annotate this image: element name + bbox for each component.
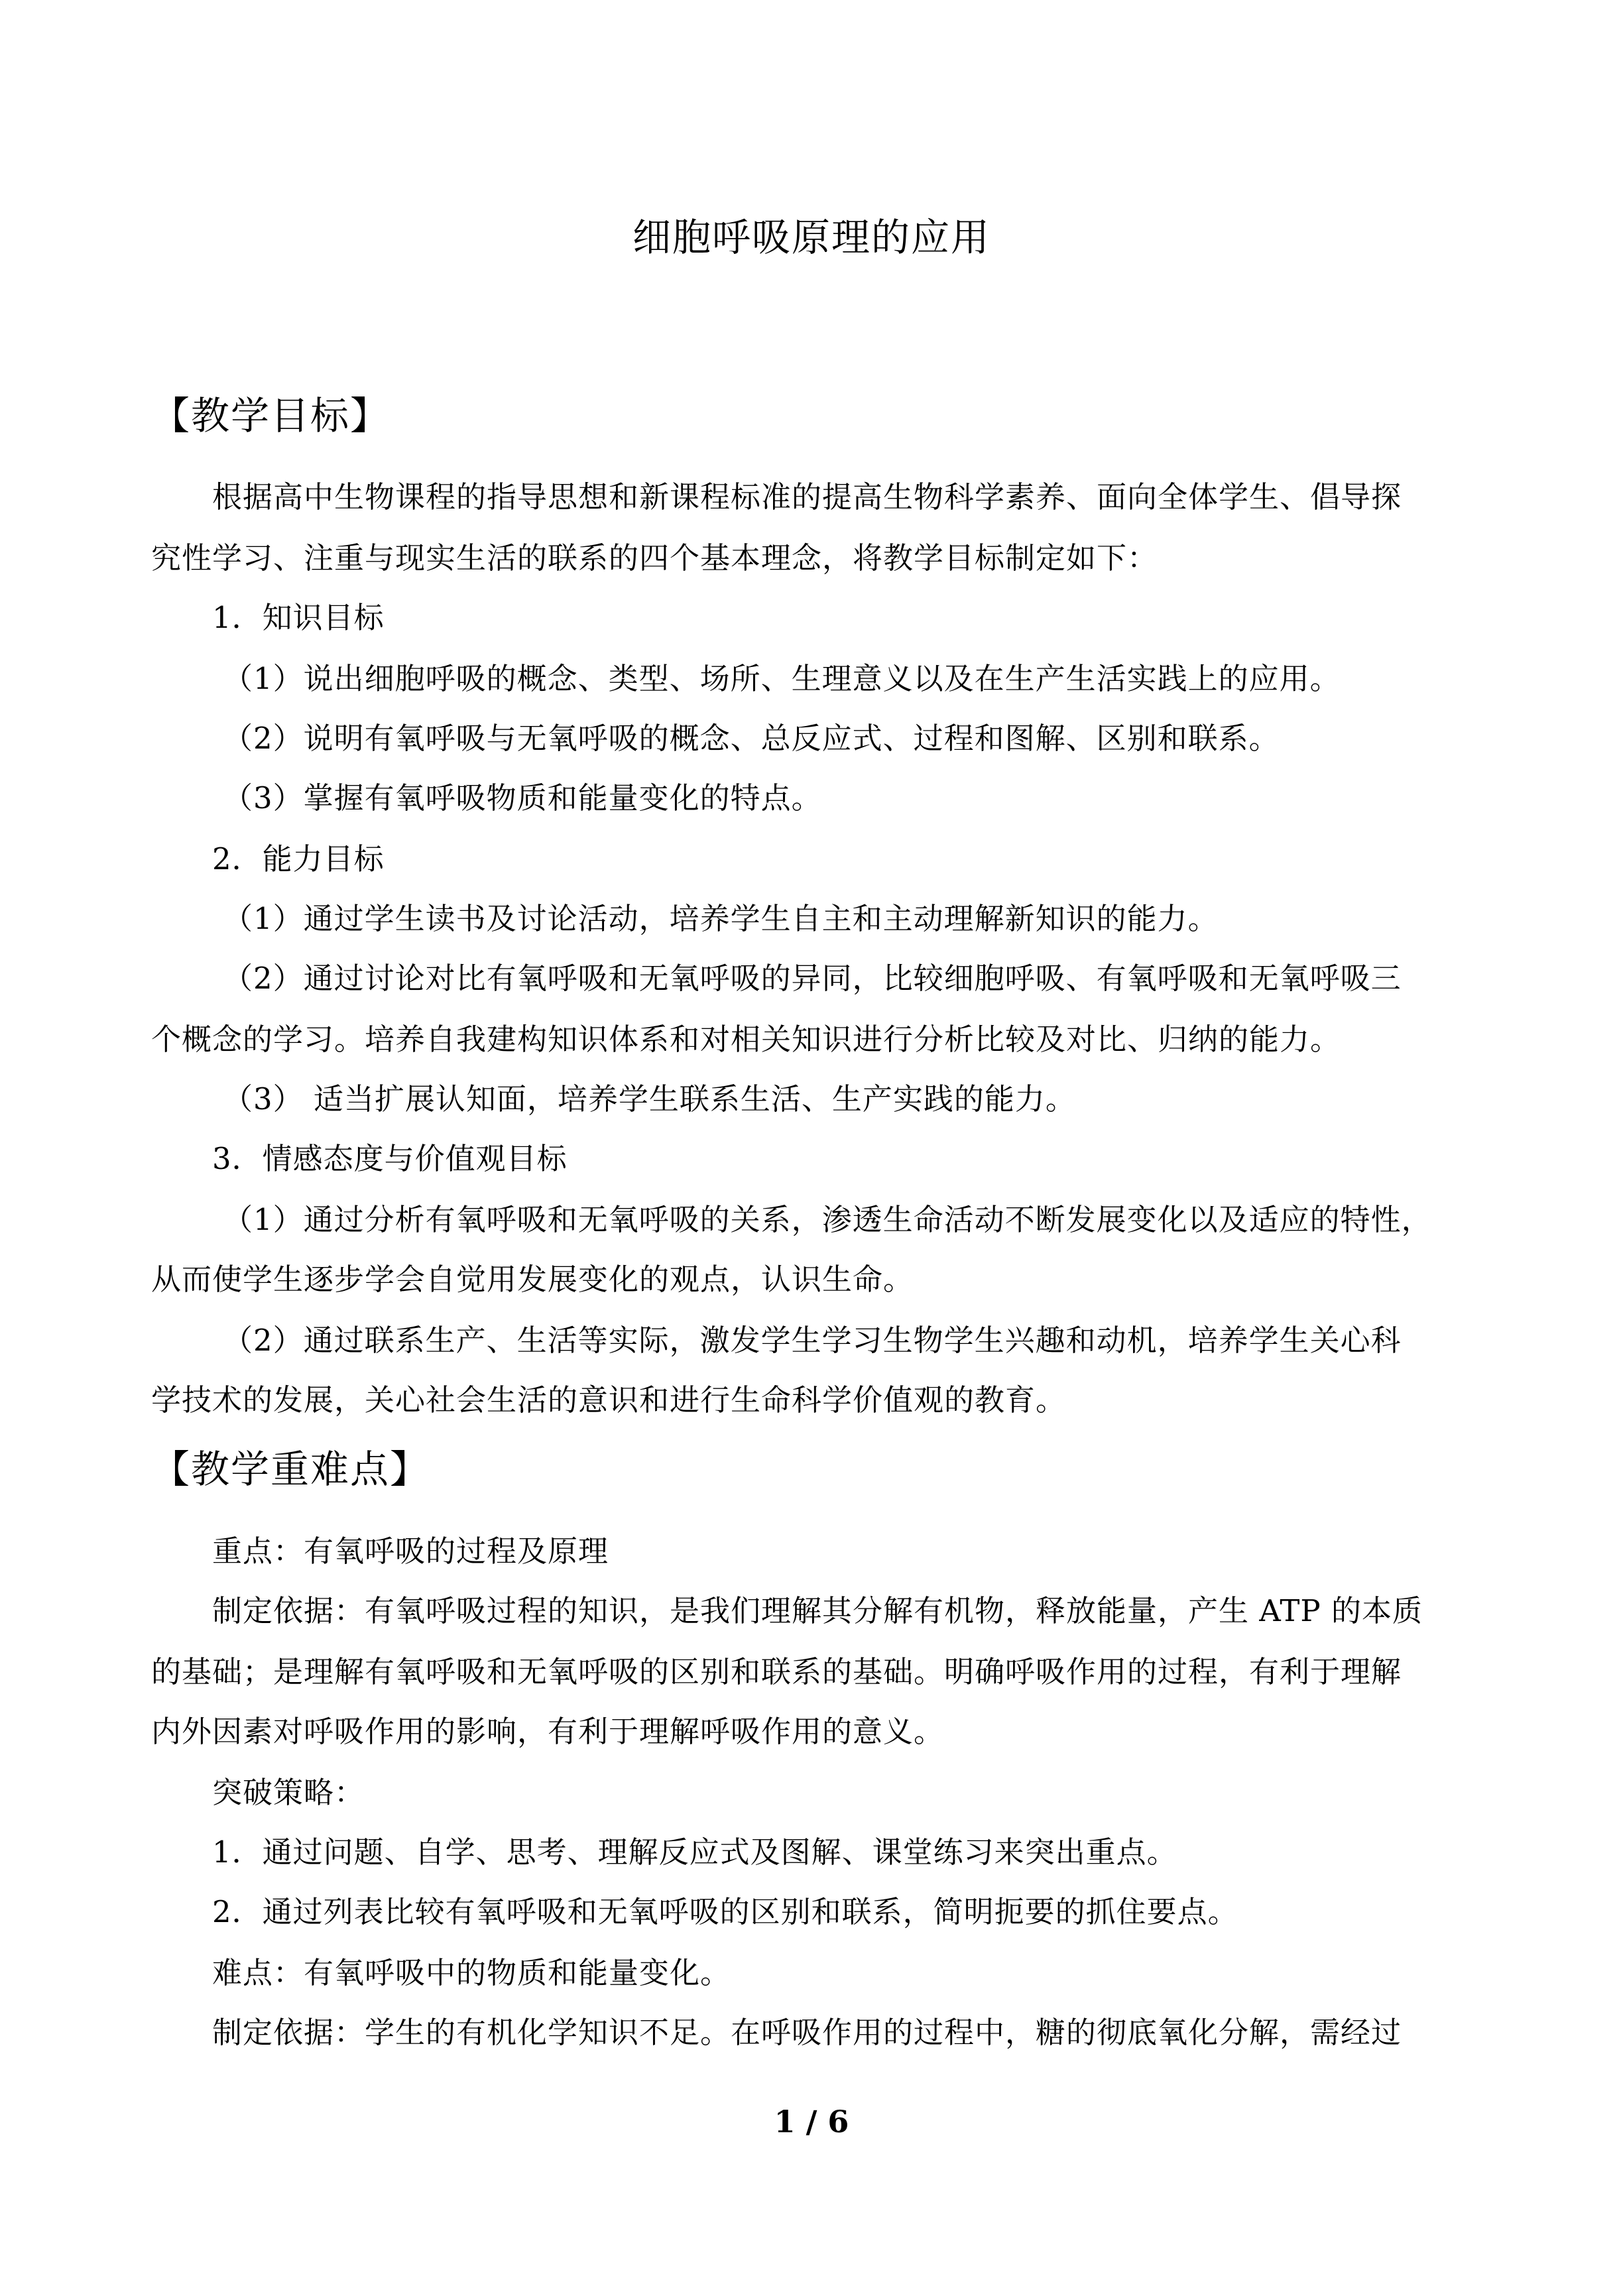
list-item: （2）通过联系生产、生活等实际，激发学生学习生物学生兴趣和动机，培养学生关心科 bbox=[223, 1323, 1402, 1358]
strategy-heading: 突破策略： bbox=[212, 1775, 365, 1810]
subheading-ability: 2．能力目标 bbox=[212, 841, 385, 876]
list-item: （1）通过分析有氧呼吸和无氧呼吸的关系，渗透生命活动不断发展变化以及适应的特性， bbox=[223, 1202, 1432, 1237]
paragraph-line: 从而使学生逐步学会自觉用发展变化的观点，认识生命。 bbox=[151, 1262, 914, 1297]
subheading-knowledge: 1．知识目标 bbox=[212, 600, 385, 635]
list-item: 1．通过问题、自学、思考、理解反应式及图解、课堂练习来突出重点。 bbox=[212, 1835, 1177, 1870]
paragraph-line: 制定依据：学生的有机化学知识不足。在呼吸作用的过程中，糖的彻底氧化分解，需经过 bbox=[212, 2015, 1402, 2050]
paragraph-line: 内外因素对呼吸作用的影响，有利于理解呼吸作用的意义。 bbox=[151, 1714, 945, 1749]
list-item: 2．通过列表比较有氧呼吸和无氧呼吸的区别和联系，简明扼要的抓住要点。 bbox=[212, 1894, 1238, 1929]
list-item: （1）通过学生读书及讨论活动，培养学生自主和主动理解新知识的能力。 bbox=[223, 901, 1219, 936]
document-title: 细胞呼吸原理的应用 bbox=[632, 215, 991, 260]
paragraph-line: 学技术的发展，关心社会生活的意识和进行生命科学价值观的教育。 bbox=[151, 1382, 1067, 1418]
paragraph-line: 的基础；是理解有氧呼吸和无氧呼吸的区别和联系的基础。明确呼吸作用的过程，有利于理解 bbox=[151, 1654, 1402, 1689]
list-item: （3） 适当扩展认知面，培养学生联系生活、生产实践的能力。 bbox=[223, 1081, 1076, 1117]
paragraph-line: 制定依据：有氧呼吸过程的知识，是我们理解其分解有机物，释放能量，产生 ATP 的本质 bbox=[212, 1593, 1423, 1628]
page-number: 1 / 6 bbox=[774, 2104, 849, 2140]
paragraph-line: 个概念的学习。培养自我建构知识体系和对相关知识进行分析比较及对比、归纳的能力。 bbox=[151, 1022, 1341, 1057]
list-item: （3）掌握有氧呼吸物质和能量变化的特点。 bbox=[223, 780, 822, 816]
paragraph-line: 根据高中生物课程的指导思想和新课程标准的提高生物科学素养、面向全体学生、倡导探 bbox=[212, 479, 1402, 514]
list-item: （2）通过讨论对比有氧呼吸和无氧呼吸的异同，比较细胞呼吸、有氧呼吸和无氧呼吸三 bbox=[223, 961, 1402, 996]
section-heading-objectives: 【教学目标】 bbox=[151, 393, 391, 438]
list-item: （2）说明有氧呼吸与无氧呼吸的概念、总反应式、过程和图解、区别和联系。 bbox=[223, 721, 1280, 756]
paragraph-line: 究性学习、注重与现实生活的联系的四个基本理念，将教学目标制定如下： bbox=[151, 540, 1158, 575]
list-item: （1）说出细胞呼吸的概念、类型、场所、生理意义以及在生产生活实践上的应用。 bbox=[223, 661, 1341, 696]
section-heading-key-points: 【教学重难点】 bbox=[151, 1447, 430, 1492]
focus-line: 重点：有氧呼吸的过程及原理 bbox=[212, 1534, 609, 1569]
subheading-emotion: 3．情感态度与价值观目标 bbox=[212, 1141, 568, 1176]
difficulty-line: 难点：有氧呼吸中的物质和能量变化。 bbox=[212, 1955, 731, 1990]
